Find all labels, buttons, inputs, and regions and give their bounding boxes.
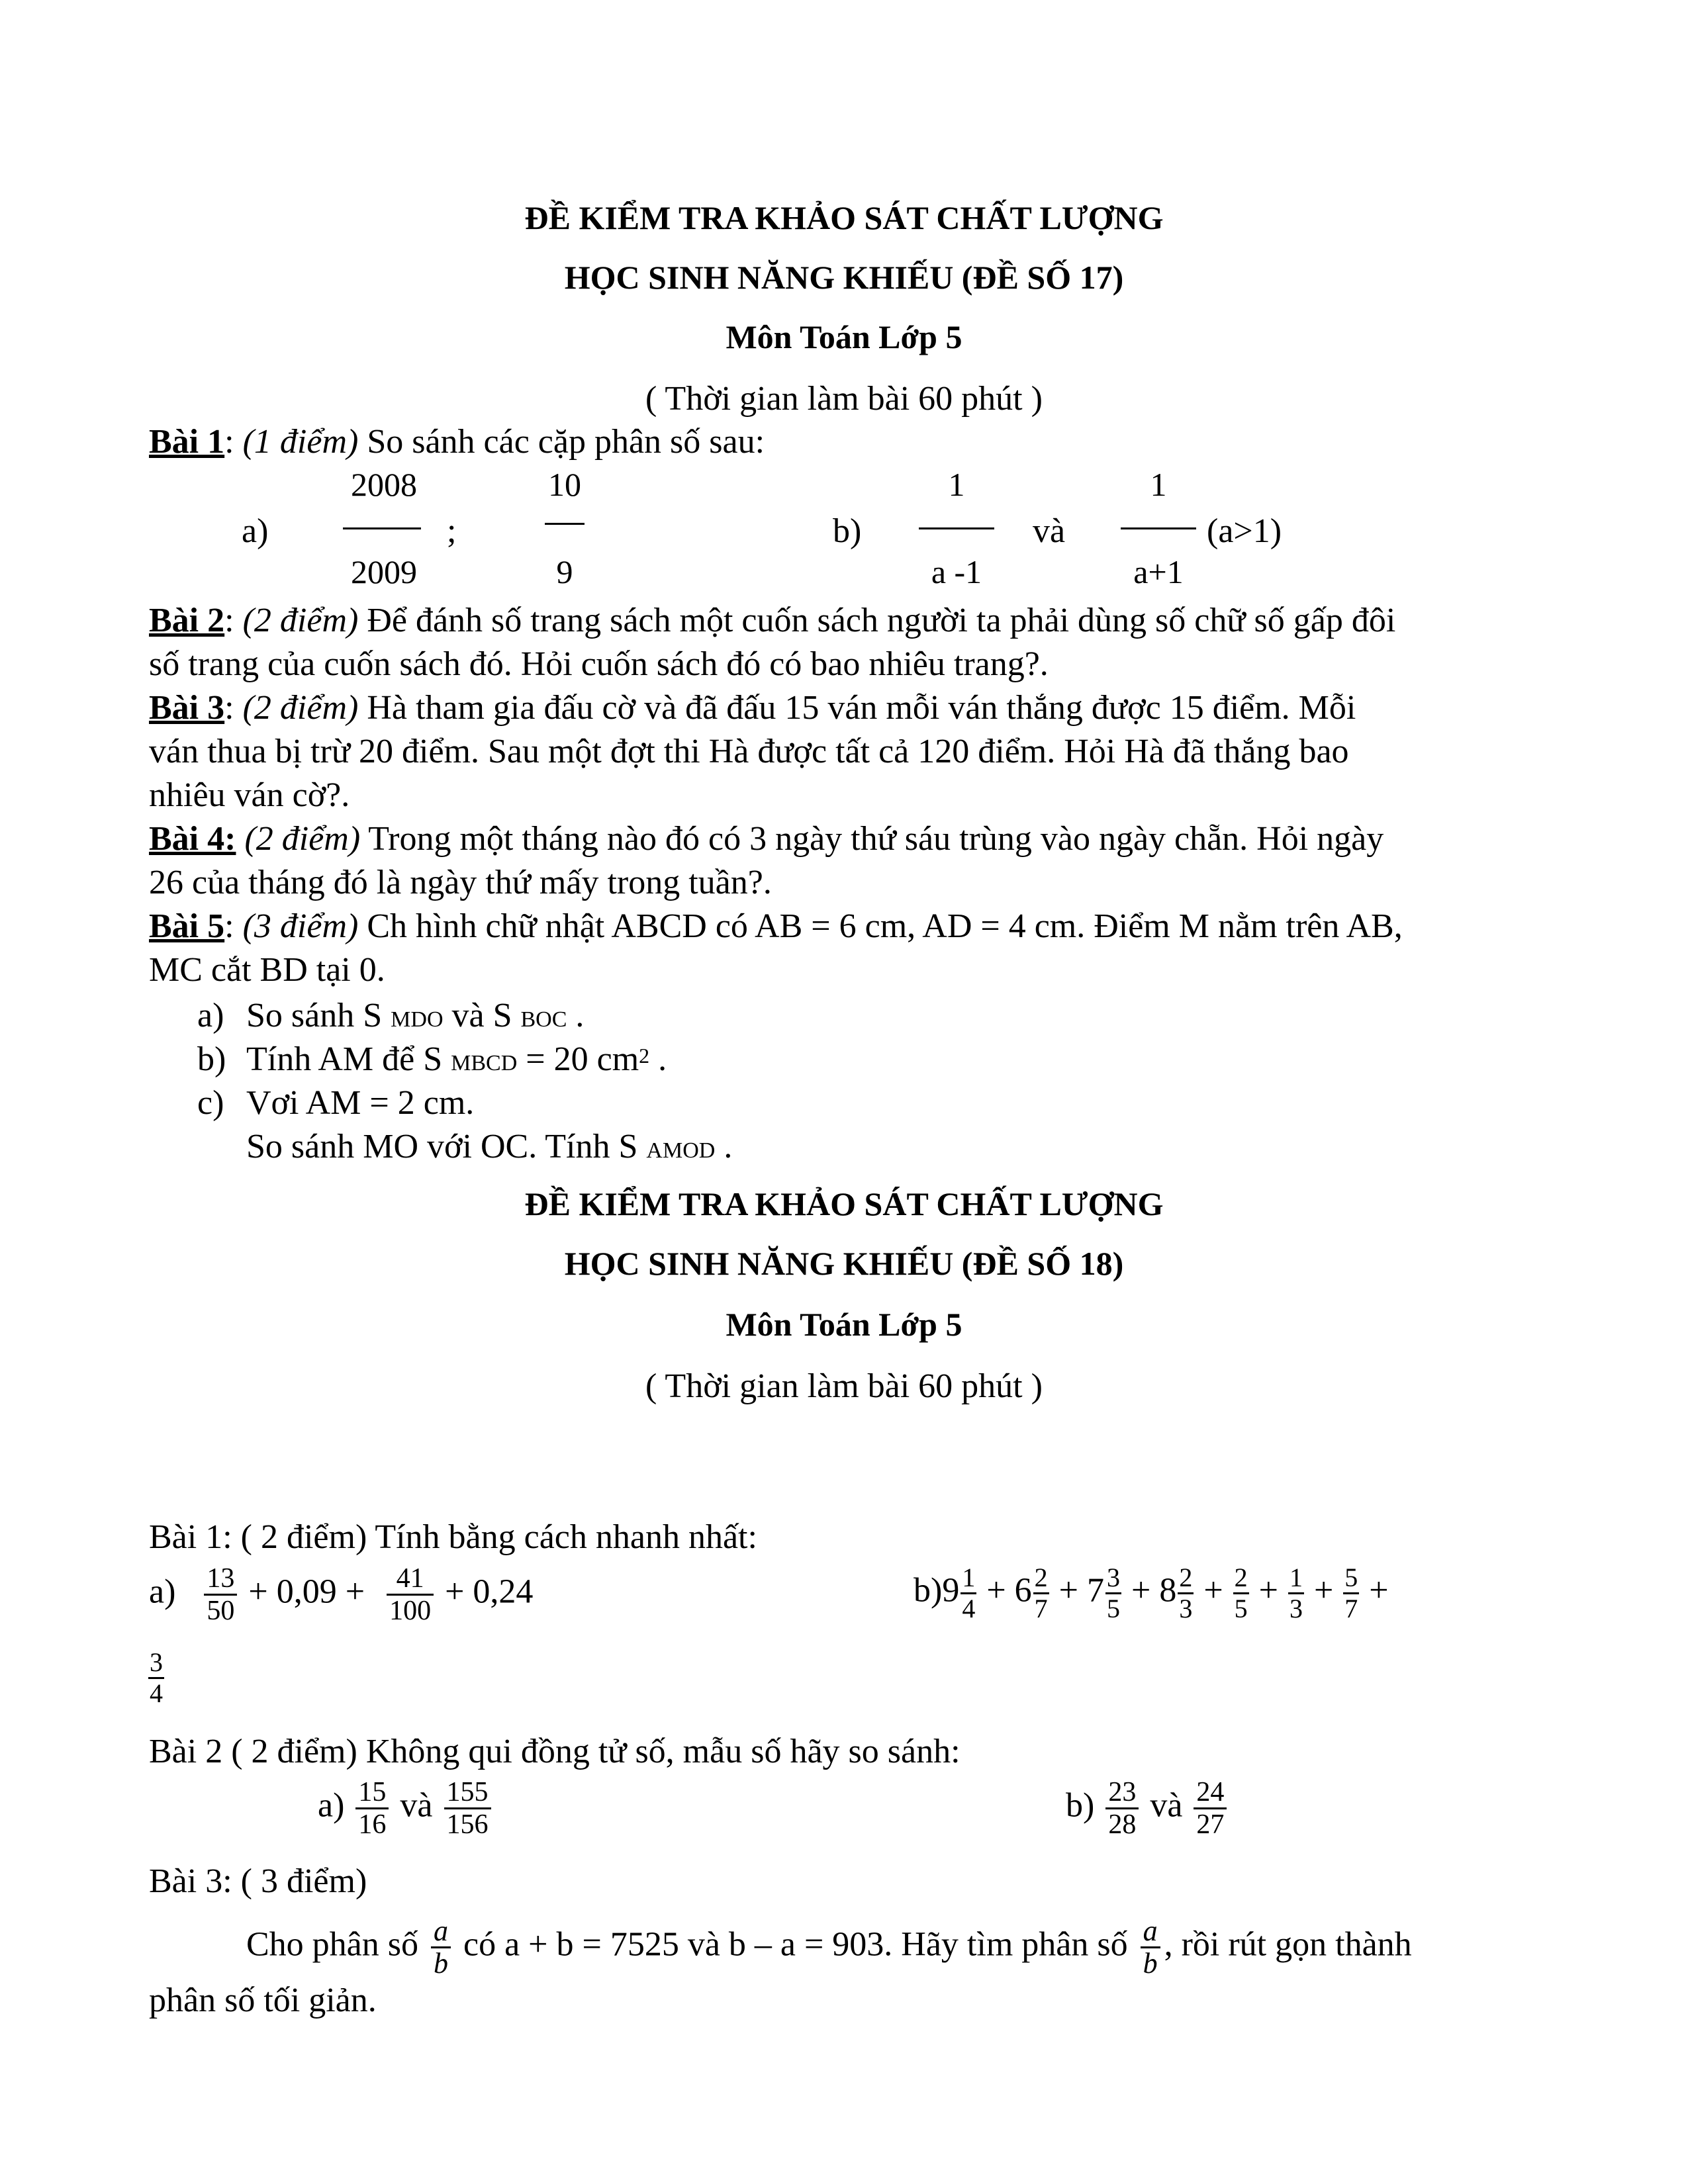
bai5-b-text2: = 20 cm: [526, 1040, 639, 1078]
bai5-c-label: c): [197, 1084, 224, 1122]
bai2-label: Bài 2: [149, 602, 225, 639]
den: 4: [962, 1594, 976, 1623]
bai5-a-sub2: BOC: [520, 1007, 567, 1032]
e18-b1-b-frac7: [1343, 1563, 1359, 1623]
bai5-a-text2: và S: [451, 997, 512, 1034]
exam18-bai1-b-tail: [147, 1648, 165, 1708]
e17-b-label: b): [833, 512, 862, 550]
e17-a-f2-num: 10: [548, 466, 581, 503]
e17-a-f1-num: 2008: [351, 466, 417, 503]
exam17-bai5-line2: MC cắt BD tại 0.: [149, 951, 385, 989]
e17-a-f1-den: 2009: [351, 553, 417, 590]
den: b: [434, 1947, 448, 1979]
num: 1: [1288, 1563, 1304, 1594]
e18-b2-a-frac1: [355, 1777, 389, 1840]
exam18-bai1-a: [149, 1563, 533, 1626]
e18-b3-frac1: [431, 1916, 451, 1979]
whole: 7: [1086, 1571, 1104, 1610]
bai5-b-label: b): [197, 1040, 226, 1078]
den: b: [1143, 1947, 1158, 1979]
bai5-a-sub1: MDO: [391, 1007, 444, 1032]
bai5-a-text1: So sánh S: [246, 997, 383, 1034]
e18-b2-b-and: và: [1150, 1786, 1183, 1825]
exam18-bai1-heading: Bài 1: ( 2 điểm) Tính bằng cách nhanh nhất:: [149, 1518, 757, 1556]
e18-b1-b-frac6: [1288, 1563, 1304, 1623]
exam17-bai3-line2: ván thua bị trừ 20 điểm. Sau một đợt thi Hà được tất cả 120 điểm. Hỏi Hà đã thắng bao: [149, 733, 1349, 770]
e17-b-f1-bar: [919, 527, 994, 529]
num: a: [431, 1916, 451, 1948]
exam18-bai3-heading: Bài 3: ( 3 điểm): [149, 1862, 367, 1900]
bai2-points: (2 điểm): [242, 602, 359, 639]
num: 2: [1233, 1563, 1249, 1594]
exam18-bai1-b: [914, 1563, 1389, 1623]
bai5-c-text2: So sánh MO với OC. Tính S: [246, 1128, 638, 1165]
bai5-label: Bài 5: [149, 907, 225, 945]
e17-b-f1-num: 1: [948, 466, 965, 503]
e17-a-sep: ;: [447, 512, 457, 550]
num: 5: [1343, 1563, 1359, 1594]
exam17-bai4-line2: 26 của tháng đó là ngày thứ mấy trong tuần?.: [149, 864, 772, 901]
e18-b2-a-and: và: [400, 1786, 433, 1825]
exam17-title-line2: HỌC SINH NĂNG KHIẾU (ĐỀ SỐ 17): [564, 259, 1124, 296]
exam18-title-line2: HỌC SINH NĂNG KHIẾU (ĐỀ SỐ 18): [564, 1245, 1124, 1282]
bai5-c-text: Vơi AM = 2 cm.: [246, 1084, 475, 1122]
plus: +: [1369, 1571, 1389, 1610]
num: 3: [148, 1648, 164, 1679]
bai5-text1: Ch hình chữ nhật ABCD có AB = 6 cm, AD = 4 cm. Điểm M nằm trên AB,: [367, 907, 1403, 945]
e18-b1-a-frac2: [387, 1563, 434, 1626]
bai5-c-sub: AMOD: [646, 1138, 716, 1163]
num: 41: [387, 1563, 434, 1596]
exam18-subject: Môn Toán Lớp 5: [726, 1306, 962, 1343]
bai5-b-text1: Tính AM để S: [246, 1040, 443, 1078]
e17-b-f2-den: a+1: [1133, 553, 1184, 590]
e18-b1-a-t1: + 0,09 +: [248, 1572, 365, 1611]
den: 28: [1108, 1809, 1137, 1840]
bai4-label: Bài 4:: [149, 820, 236, 858]
e18-b3-t1: Cho phân số: [246, 1925, 418, 1964]
bai5-points: (3 điểm): [242, 907, 359, 945]
e17-b-f2-num: 1: [1150, 466, 1167, 503]
exam18-bai2-heading: Bài 2 ( 2 điểm) Không qui đồng tử số, mẫu số hãy so sánh:: [149, 1733, 961, 1770]
e18-b2-a-label: a): [318, 1786, 345, 1825]
exam18-title-line1: ĐỀ KIỂM TRA KHẢO SÁT CHẤT LƯỢNG: [524, 1185, 1164, 1222]
plus: +: [986, 1571, 1006, 1610]
exam17-title-line1: ĐỀ KIỂM TRA KHẢO SÁT CHẤT LƯỢNG: [524, 199, 1164, 236]
e18-b1-b-frac3: [1105, 1563, 1121, 1623]
bai5-a-label: a): [197, 997, 224, 1034]
num: 1: [961, 1563, 976, 1594]
e18-b1-b-frac5: [1233, 1563, 1249, 1623]
e18-b1-b-frac2: [1033, 1563, 1049, 1623]
den: 5: [1234, 1594, 1248, 1623]
bai3-points: (2 điểm): [242, 689, 359, 727]
bai5-c2: [246, 1125, 732, 1173]
den: 4: [150, 1678, 163, 1708]
e18-b3-t3: , rồi rút gọn thành: [1164, 1925, 1412, 1964]
num: 23: [1105, 1777, 1139, 1809]
plus: +: [1203, 1571, 1223, 1610]
den: 27: [1196, 1809, 1225, 1840]
bai5-c-end: .: [724, 1128, 733, 1165]
e18-b3-t2: có a + b = 7525 và b – a = 903. Hãy tìm phân số: [463, 1925, 1128, 1964]
bai5-b-sup: 2: [639, 1044, 650, 1068]
bai1-points: (1 điểm): [242, 423, 359, 461]
exam18-time: ( Thời gian làm bài 60 phút ): [645, 1367, 1043, 1405]
e17-a-f1-bar: [343, 527, 421, 529]
plus: +: [1313, 1571, 1334, 1610]
exam17-bai2-line1: Bài 2: (2 điểm) Để đánh số trang sách một cuốn sách người ta phải dùng số chữ số gấp đôi: [149, 602, 1396, 639]
den: 50: [207, 1596, 235, 1626]
exam17-bai5-line1: Bài 5: (3 điểm) Ch hình chữ nhật ABCD có AB = 6 cm, AD = 4 cm. Điểm M nằm trên AB,: [149, 907, 1403, 945]
e18-b1-a-t2: + 0,24: [445, 1572, 534, 1611]
whole: 9: [942, 1571, 960, 1610]
e18-b2-b-frac2: [1194, 1777, 1227, 1840]
bai4-text1: Trong một tháng nào đó có 3 ngày thứ sáu trùng vào ngày chẵn. Hỏi ngày: [368, 820, 1384, 858]
den: 7: [1034, 1594, 1048, 1623]
den: 16: [358, 1809, 387, 1840]
e17-b-cond: (a>1): [1207, 512, 1282, 550]
exam17-subject: Môn Toán Lớp 5: [726, 318, 962, 355]
num: 155: [444, 1777, 491, 1809]
num: 24: [1194, 1777, 1227, 1809]
e18-b2-b-frac1: [1105, 1777, 1139, 1840]
bai1-label: Bài 1: [149, 423, 225, 461]
num: a: [1141, 1916, 1160, 1948]
den: 5: [1106, 1594, 1120, 1623]
exam17-time: ( Thời gian làm bài 60 phút ): [645, 380, 1043, 418]
bai1-text: So sánh các cặp phân số sau:: [367, 423, 765, 461]
e18-b1-b-frac1: [961, 1563, 976, 1623]
e18-b1-a-label: a): [149, 1572, 176, 1611]
e18-b2-a-frac2: [444, 1777, 491, 1840]
e17-a-f2-bar: [545, 523, 585, 525]
bai5-a-end: .: [575, 997, 585, 1034]
exam17-bai1: Bài 1: (1 điểm) So sánh các cặp phân số sau:: [149, 423, 765, 461]
e18-b3-frac2: [1141, 1916, 1160, 1979]
num: 2: [1033, 1563, 1049, 1594]
e17-b-f2-bar: [1121, 527, 1196, 529]
whole: 6: [1014, 1571, 1032, 1610]
plus: +: [1058, 1571, 1078, 1610]
bai2-text1: Để đánh số trang sách một cuốn sách người ta phải dùng số chữ số gấp đôi: [367, 602, 1396, 639]
bai4-points: (2 điểm): [244, 820, 361, 858]
e18-b1-b-frac8: [148, 1648, 164, 1708]
bai3-label: Bài 3: [149, 689, 225, 727]
den: 3: [1179, 1594, 1193, 1623]
exam17-bai3-line1: Bài 3: (2 điểm) Hà tham gia đấu cờ và đã đấu 15 ván mỗi ván thắng được 15 điểm. Mỗi: [149, 689, 1356, 727]
plus: +: [1258, 1571, 1278, 1610]
e17-a-label: a): [242, 512, 269, 550]
e17-b-f1-den: a -1: [931, 553, 982, 590]
bai5-b: [246, 1038, 667, 1085]
num: 15: [355, 1777, 389, 1809]
e17-b-and: và: [1033, 512, 1066, 550]
exam18-bai2-b: [1066, 1777, 1229, 1840]
den: 100: [389, 1596, 432, 1626]
e18-b1-b-label: b): [914, 1571, 943, 1610]
bai5-b-end: .: [658, 1040, 667, 1078]
e18-b1-b-frac4: [1178, 1563, 1194, 1623]
num: 2: [1178, 1563, 1194, 1594]
den: 7: [1344, 1594, 1358, 1623]
e18-b2-b-label: b): [1066, 1786, 1095, 1825]
exam17-bai2-line2: số trang của cuốn sách đó. Hỏi cuốn sách đó có bao nhiêu trang?.: [149, 645, 1049, 683]
bai5-a: [246, 994, 584, 1042]
exam17-bai4-line1: [149, 817, 1383, 861]
num: 13: [204, 1563, 237, 1596]
bai3-text1: Hà tham gia đấu cờ và đã đấu 15 ván mỗi ván thắng được 15 điểm. Mỗi: [367, 689, 1356, 727]
exam17-bai3-line3: nhiêu ván cờ?.: [149, 776, 350, 814]
plus: +: [1131, 1571, 1151, 1610]
exam18-bai3-line1: [246, 1916, 1412, 1979]
bai5-b-sub: MBCD: [451, 1051, 518, 1075]
den: 156: [446, 1809, 489, 1840]
whole: 8: [1159, 1571, 1177, 1610]
num: 3: [1105, 1563, 1121, 1594]
e17-a-f2-den: 9: [556, 553, 573, 590]
e18-b1-a-frac1: [204, 1563, 237, 1626]
exam18-bai2-a: [318, 1777, 494, 1840]
exam18-bai3-line2: phân số tối giản.: [149, 1981, 377, 2019]
den: 3: [1289, 1594, 1303, 1623]
